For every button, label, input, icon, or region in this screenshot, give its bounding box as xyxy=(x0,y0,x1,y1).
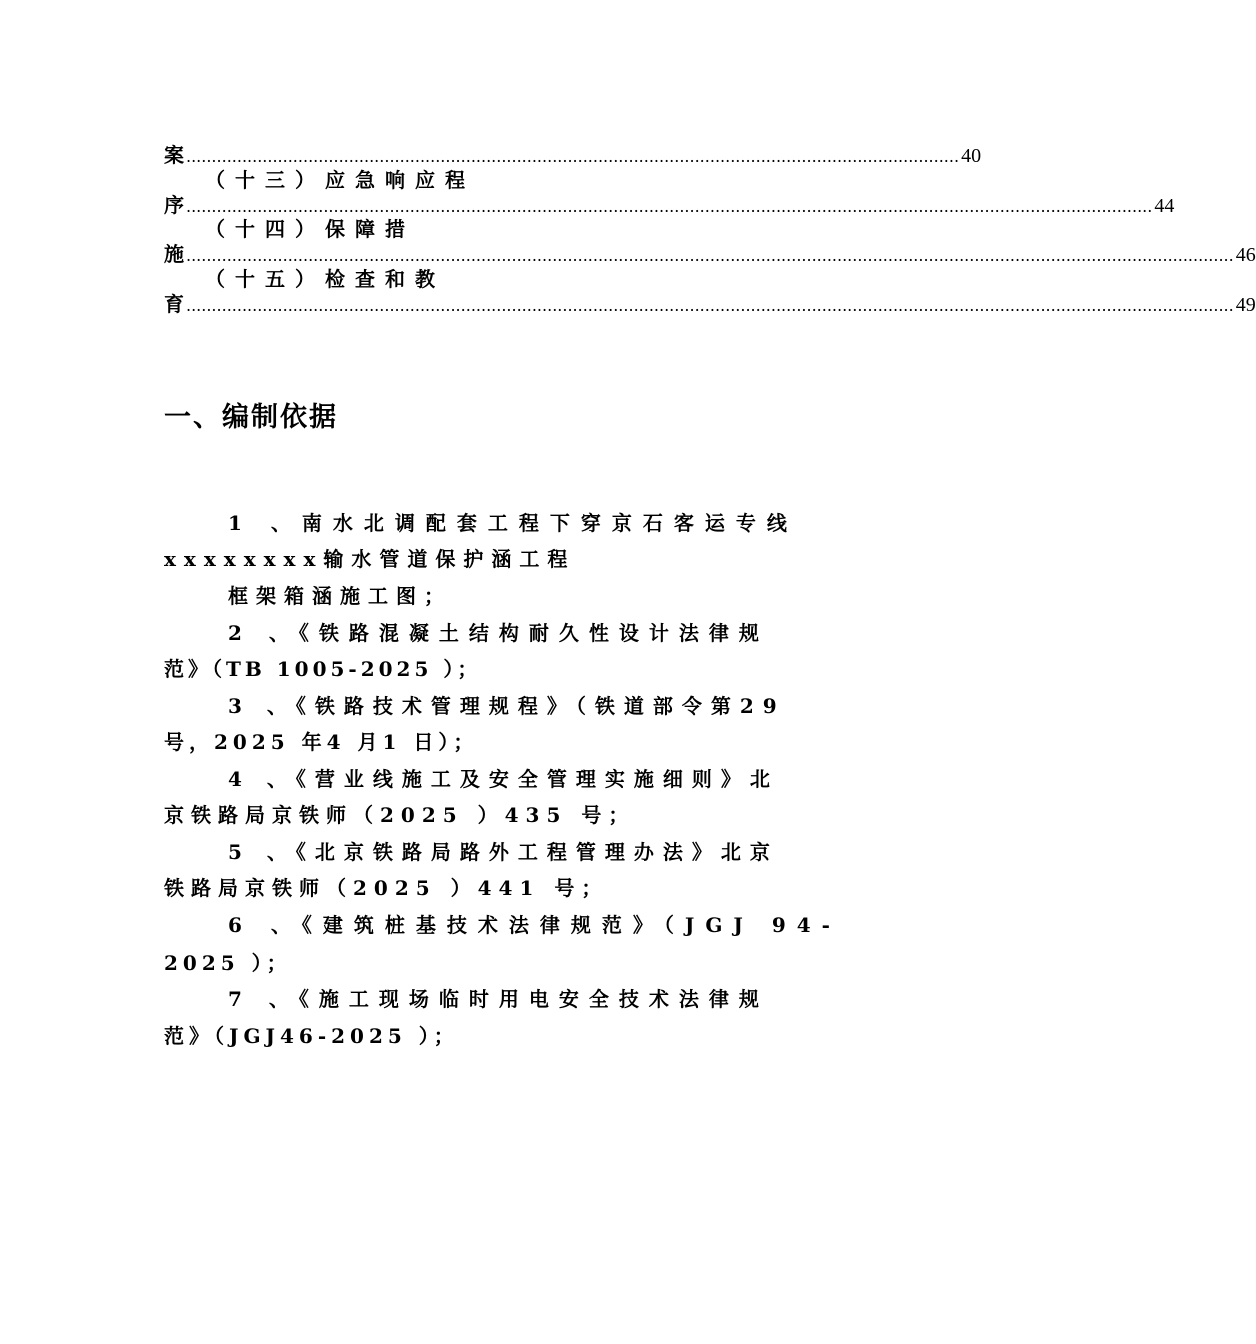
item-line-cont: xxxxxxxx输水管道保护涵工程 xyxy=(164,547,576,571)
toc-entry[interactable] xyxy=(164,141,982,169)
item-line-cont: 铁路局京铁师（2025 ）441 号； xyxy=(164,876,609,900)
item-line-cont: 号，2025 年4 月1 日）； xyxy=(164,730,479,754)
toc-entry[interactable] xyxy=(164,240,1256,268)
section-title: 一、编制依据 xyxy=(164,402,338,433)
item-line-cont: 范》（TB 1005-2025 ）； xyxy=(164,657,482,681)
toc-entry-page: 44 xyxy=(1154,195,1175,217)
item-line-first: 3 、《铁路技术管理规程》（铁道部令第29 xyxy=(228,694,786,718)
toc-heading: （十五）检查和教 xyxy=(205,267,445,291)
toc-entry[interactable] xyxy=(164,290,1256,318)
toc-leader-dots: ........................................................................................................................................................ xyxy=(186,147,960,166)
toc-entry-page: 40 xyxy=(961,145,982,167)
item-line-first: 7 、《施工现场临时用电安全技术法律规 xyxy=(228,987,769,1011)
toc-entry-lead: 施 xyxy=(164,242,184,266)
item-line-cont: 框架箱涵施工图； xyxy=(228,584,452,608)
item-line-first: 5 、《北京铁路局路外工程管理办法》北京 xyxy=(228,840,779,864)
toc-leader-dots: .............................................................................................................................................................................................. xyxy=(186,197,1153,216)
item-line-first: 4 、《营业线施工及安全管理实施细则》北 xyxy=(228,767,779,791)
toc-entry-lead: 案 xyxy=(164,143,184,167)
toc-entry-page: 49 xyxy=(1235,294,1256,316)
item-text: 1 、南水北调配套工程下穿京石客运专线 xyxy=(228,511,798,535)
toc-leader-dots: .............................................................................................................................................................................................................. xyxy=(186,246,1234,265)
toc-entry-page: 46 xyxy=(1235,244,1256,266)
toc-entry-lead: 育 xyxy=(164,292,184,316)
item-line-cont: 2025 ）； xyxy=(164,951,292,975)
item-line-first xyxy=(228,508,824,538)
toc-entry-lead: 序 xyxy=(164,193,184,217)
item-line-cont: 京铁路局京铁师（2025 ）435 号； xyxy=(164,803,636,827)
item-line-cont: 范》（JGJ46-2025 ）； xyxy=(164,1024,459,1048)
toc-heading: （十四）保障措 xyxy=(205,217,415,241)
item-line-first: 6 、《建筑桩基技术法律规范》（JGJ 94- xyxy=(228,913,841,937)
toc-heading: （十三）应急响应程 xyxy=(205,168,475,192)
item-line-first: 2 、《铁路混凝土结构耐久性设计法律规 xyxy=(228,621,769,645)
toc-leader-dots: .............................................................................................................................................................................................................. xyxy=(186,296,1234,315)
